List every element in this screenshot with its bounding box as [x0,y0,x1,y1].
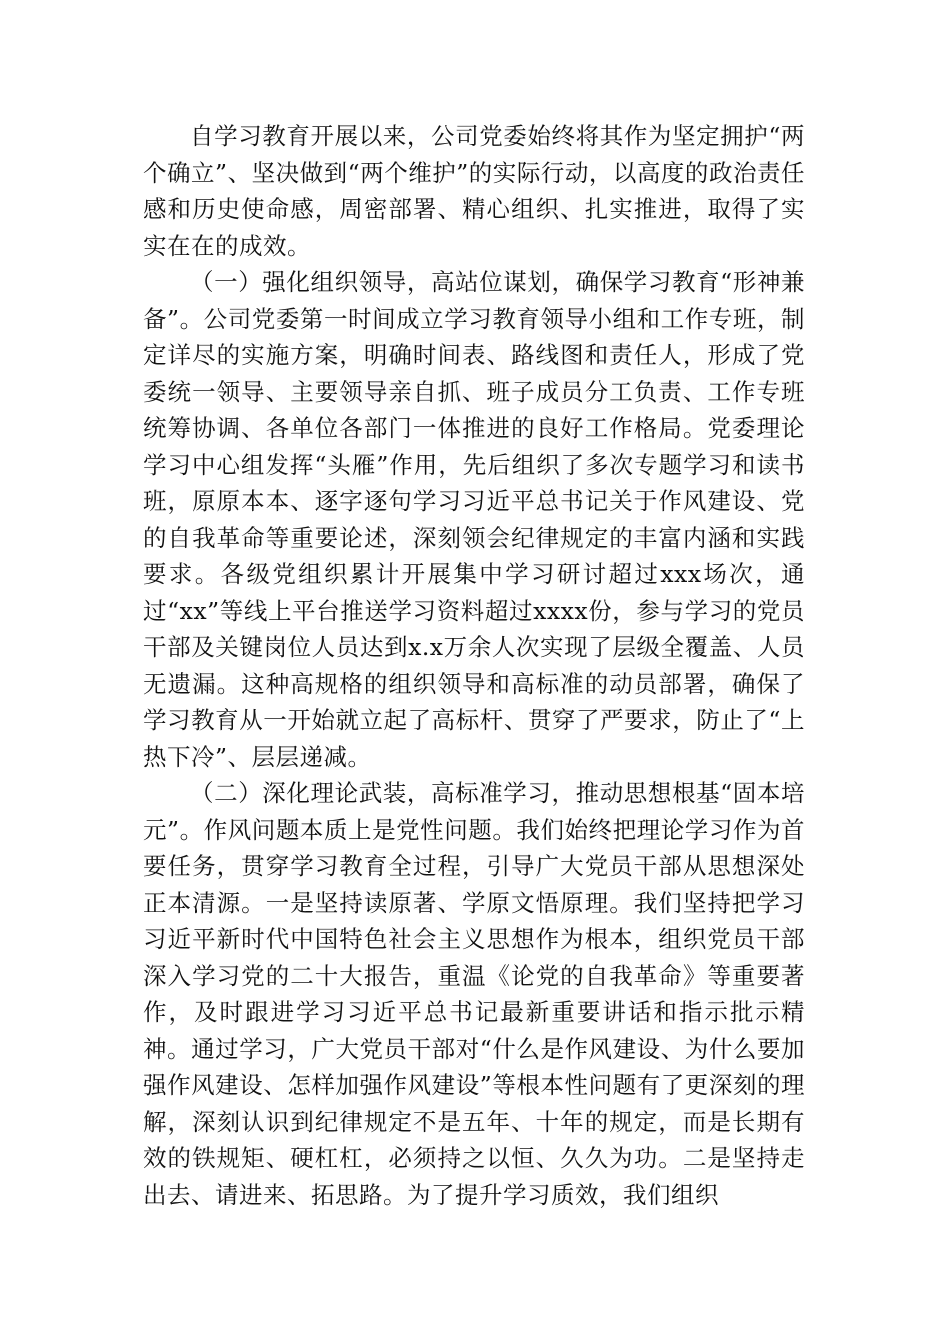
paragraph-section-one: （一）强化组织领导，高站位谋划，确保学习教育“形神兼备”。公司党委第一时间成立学习教育领导小组和工作专班，制定详尽的实施方案，明确时间表、路线图和责任人，形成了党委统一领导、主要领导亲自抓、班子成员分工负责、工作专班统筹协调、各单位各部门一体推进的良好工作格局。党委理论学习中心组发挥“头雁”作用，先后组织了多次专题学习和读书班，原原本本、逐字逐句学习习近平总书记关于作风建设、党的自我革命等重要论述，深刻领会纪律规定的丰富内涵和实践要求。各级党组织累计开展集中学习研讨超过xxx场次，通过“xx”等线上平台推送学习资料超过xxxx份，参与学习的党员干部及关键岗位人员达到x.x万余人次实现了层级全覆盖、人员无遗漏。这种高规格的组织领导和高标准的动员部署，确保了学习教育从一开始就立起了高标杆、贯穿了严要求，防止了“上热下冷”、层层递减。 [143,268,805,771]
paragraph-section-two: （二）深化理论武装，高标准学习，推动思想根基“固本培元”。作风问题本质上是党性问题。我们始终把理论学习作为首要任务，贯穿学习教育全过程，引导广大党员干部从思想深处正本清源。一是坚持读原著、学原文悟原理。我们坚持把学习习近平新时代中国特色社会主义思想作为根本，组织党员干部深入学习党的二十大报告，重温《论党的自我革命》等重要著作，及时跟进学习习近平总书记最新重要讲话和指示批示精神。通过学习，广大党员干部对“什么是作风建设、为什么要加强作风建设、怎样加强作风建设”等根本性问题有了更深刻的理解，深刻认识到纪律规定不是五年、十年的规定，而是长期有效的铁规矩、硬杠杠，必须持之以恒、久久为功。二是坚持走出去、请进来、拓思路。为了提升学习质效，我们组织 [143,779,805,1209]
paragraph-intro: 自学习教育开展以来，公司党委始终将其作为坚定拥护“两个确立”、坚决做到“两个维护”的实际行动，以高度的政治责任感和历史使命感，周密部署、精心组织、扎实推进，取得了实实在在的成效。 [143,122,805,260]
document-body [143,118,805,1213]
